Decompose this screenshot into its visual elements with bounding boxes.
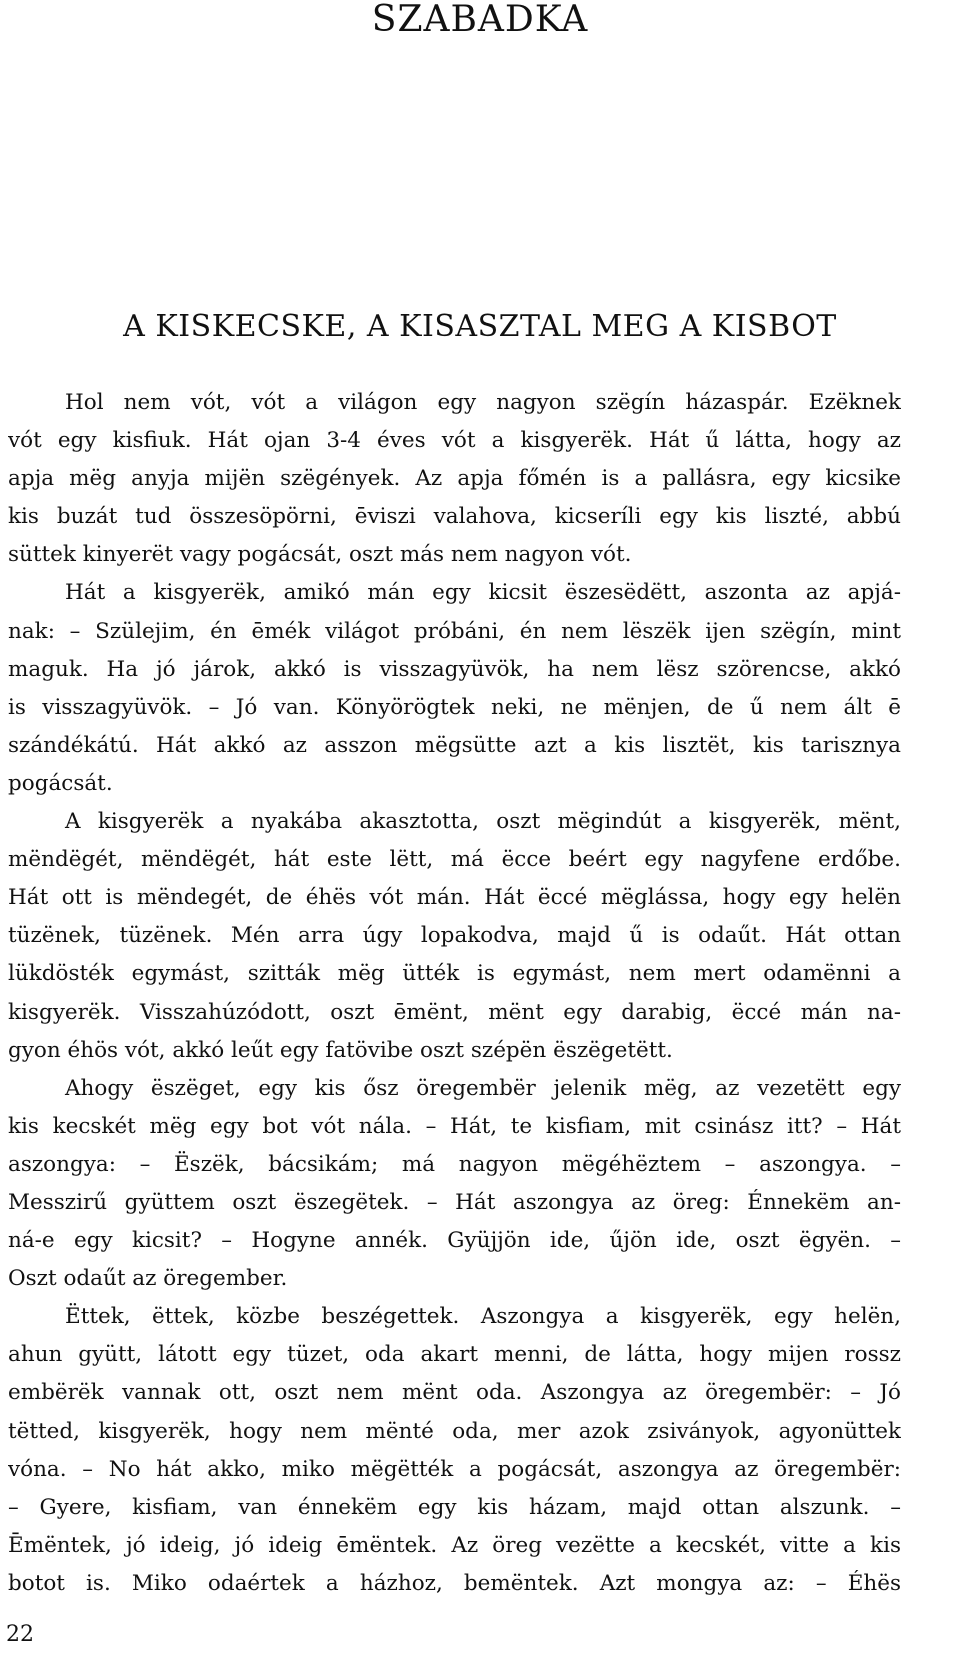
text-line: kis buzát tud összesöpörni, ēviszi valahova, kicseríli egy kis liszté, abbú — [8, 504, 901, 530]
text-line: embërëk vannak ott, oszt nem mënt oda. Aszongya az öregembër: – Jó — [8, 1380, 901, 1406]
text-line: Hol nem vót, vót a világon egy nagyon szëgín házaspár. Ezëknek — [65, 390, 901, 415]
text-line: – Gyere, kisfiam, van énnekëm egy kis házam, majd ottan alszunk. – — [8, 1494, 901, 1520]
page-number: 22 — [6, 1622, 34, 1647]
text-line: vót egy kisfiuk. Hát ojan 3-4 éves vót a kisgyerëk. Hát ű látta, hogy az — [8, 428, 901, 454]
story-body — [8, 384, 901, 1603]
text-line: szándékátú. Hát akkó az asszon mëgsütte azt a kis lisztët, kis tarisznya — [8, 732, 901, 758]
text-line: süttek kinyerët vagy pogácsát, oszt más nem nagyon vót. — [8, 542, 632, 568]
text-line: Ahogy ëszëget, egy kis ősz öregembër jelenik mëg, az vezetëtt egy — [65, 1075, 901, 1101]
paragraph — [8, 574, 901, 803]
story-title: A KISKECSKE, A KISASZTAL MEG A KISBOT — [123, 309, 837, 344]
text-line: Hát ott is mëndegét, de éhës vót mán. Hát ëccé mëglássa, hogy egy helën — [8, 885, 901, 911]
text-line: maguk. Ha jó járok, akkó is visszagyüvök, ha nem lësz szörencse, akkó — [8, 656, 901, 682]
text-line: gyon éhös vót, akkó leűt egy fatövibe oszt szépën ëszëgetëtt. — [8, 1037, 673, 1063]
text-line: Messzirű gyüttem oszt ëszegëtek. – Hát aszongya az öreg: Énnekëm an- — [8, 1189, 901, 1215]
text-line: Oszt odaűt az öregember. — [8, 1266, 288, 1292]
paragraph — [8, 1070, 901, 1299]
text-line: mëndëgét, mëndëgét, hát este lëtt, má ëcce beért egy nagyfene erdőbe. — [8, 847, 901, 873]
text-line: botot is. Miko odaértek a házhoz, bemëntek. Azt mongya az: – Éhës — [8, 1570, 901, 1596]
text-line: Ēmëntek, jó ideig, jó ideig ēmëntek. Az öreg vezëtte a kecskét, vitte a kis — [8, 1532, 901, 1558]
text-line: is visszagyüvök. – Jó van. Könyörögtek neki, ne mënjen, de ű nem ált ē — [8, 694, 901, 720]
text-line: Hát a kisgyerëk, amikó mán egy kicsit ëszesëdëtt, aszonta az apjá- — [65, 580, 901, 606]
paragraph — [8, 384, 901, 574]
paragraph — [8, 803, 901, 1070]
text-line: vóna. – No hát akko, miko mëgëtték a pogácsát, aszongya az öregembër: — [8, 1456, 901, 1482]
text-line: Ëttek, ëttek, közbe beszégettek. Aszongya a kisgyerëk, egy helën, — [65, 1304, 901, 1330]
text-line: ná-e egy kicsit? – Hogyne annék. Gyüjjön ide, űjön ide, oszt ëgyën. – — [8, 1228, 901, 1254]
text-line: A kisgyerëk a nyakába akasztotta, oszt mëgindút a kisgyerëk, mënt, — [65, 809, 901, 835]
text-line: nak: – Szülejim, én ēmék világot próbáni, én nem lëszëk ijen szëgín, mint — [8, 618, 901, 644]
text-line: ahun gyütt, látott egy tüzet, oda akart menni, de látta, hogy mijen rossz — [8, 1342, 901, 1368]
text-line: kis kecskét mëg egy bot vót nála. – Hát, te kisfiam, mit csinász itt? – Hát — [8, 1113, 901, 1139]
text-line: lükdösték egymást, szitták mëg ütték is egymást, nem mert odamënni a — [8, 961, 901, 987]
text-line: pogácsát. — [8, 770, 113, 796]
paragraph — [8, 1298, 901, 1603]
text-line: tüzënek, tüzënek. Mén arra úgy lopakodva, majd ű is odaűt. Hát ottan — [8, 923, 901, 949]
running-head: SZABADKA — [371, 0, 589, 40]
text-line: kisgyerëk. Visszahúzódott, oszt ēmënt, mënt egy darabig, ëccé mán na- — [8, 999, 901, 1025]
text-line: aszongya: – Ëszëk, bácsikám; má nagyon mëgéhëztem – aszongya. – — [8, 1151, 901, 1177]
text-line: apja mëg anyja mijën szëgények. Az apja főmén is a pallásra, egy kicsike — [8, 466, 901, 492]
text-line: tëtted, kisgyerëk, hogy nem mënté oda, mer azok zsiványok, agyonüttek — [8, 1418, 901, 1444]
